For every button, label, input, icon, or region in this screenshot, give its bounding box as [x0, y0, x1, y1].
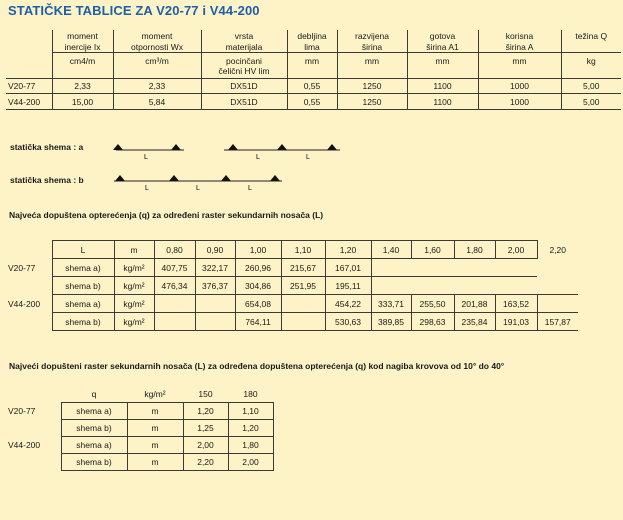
raster-table	[6, 386, 274, 471]
unit-cell: mm	[287, 53, 337, 79]
header-cell: inercije Ix	[52, 41, 113, 53]
value-cell: DX51D	[201, 79, 287, 94]
specs-header-row-2	[6, 41, 621, 53]
value-cell: 1250	[337, 94, 407, 110]
header-cell: 180	[228, 386, 273, 403]
value-cell: 1,80	[228, 437, 273, 454]
header-cell: širina A1	[407, 41, 478, 53]
value-cell: 163,52	[495, 295, 537, 313]
value-cell: 407,75	[154, 259, 195, 277]
value-cell	[537, 277, 578, 295]
header-cell: 1,00	[235, 241, 281, 259]
section-2-heading: Najveća dopuštena opterećenja (q) za određeni raster sekundarnih nosača (L)	[9, 210, 324, 220]
value-cell	[195, 295, 235, 313]
unit-cell: kg/m²	[114, 259, 154, 277]
load-row	[6, 277, 578, 295]
value-cell: 1100	[407, 94, 478, 110]
section-3-heading: Najveći dopušteni raster sekundarnih nosača (L) za određena dopuštena opterećenja (q) kod nagiba krovova od 10° do 40°	[9, 361, 505, 371]
specs-row	[6, 79, 621, 94]
support-icon	[115, 175, 125, 181]
value-cell	[411, 259, 454, 277]
support-icon	[228, 144, 238, 150]
value-cell	[371, 277, 411, 295]
value-cell: 255,50	[411, 295, 454, 313]
unit-cell: m	[127, 403, 183, 420]
support-icon	[277, 144, 287, 150]
page-title: STATIČKE TABLICE ZA V20-77 i V44-200	[8, 3, 260, 18]
header-cell: kg/m²	[127, 386, 183, 403]
value-cell	[454, 259, 495, 277]
value-cell: 1,25	[183, 420, 228, 437]
header-cell: 0,80	[154, 241, 195, 259]
value-cell: 1100	[407, 79, 478, 94]
load-header-row	[6, 241, 578, 259]
value-cell: 195,11	[325, 277, 371, 295]
span-label: L	[256, 154, 260, 161]
header-cell: vrsta	[201, 30, 287, 41]
unit-cell: pocinčani čelični HV lim	[201, 53, 287, 79]
header-cell: 1,40	[371, 241, 411, 259]
value-cell: 260,96	[235, 259, 281, 277]
value-cell: 5,00	[561, 94, 621, 110]
header-cell: L	[52, 241, 114, 259]
value-cell: 298,63	[411, 313, 454, 331]
product-label: V44-200	[8, 298, 41, 309]
value-cell: 0,55	[287, 94, 337, 110]
value-cell	[195, 313, 235, 331]
header-cell: q	[61, 386, 127, 403]
value-cell	[154, 295, 195, 313]
specs-table	[6, 30, 621, 110]
row-label: V44-200	[6, 94, 52, 110]
value-cell: 454,22	[325, 295, 371, 313]
scheme-cell: shema b)	[61, 454, 127, 471]
span-label: L	[196, 185, 200, 192]
value-cell: 15,00	[52, 94, 113, 110]
value-cell	[411, 277, 454, 295]
scheme-a-label: statička shema : a	[10, 142, 84, 152]
support-icon	[221, 175, 231, 181]
row-label: V20-77	[6, 79, 52, 94]
value-cell: DX51D	[201, 94, 287, 110]
header-cell: korisna	[478, 30, 561, 41]
load-row	[6, 259, 578, 277]
value-cell: 2,33	[113, 79, 201, 94]
support-icon	[171, 144, 181, 150]
value-cell: 2,00	[228, 454, 273, 471]
product-label: V20-77	[8, 406, 36, 416]
value-cell: 376,37	[195, 277, 235, 295]
header-cell: 1,60	[411, 241, 454, 259]
value-cell: 2,33	[52, 79, 113, 94]
header-cell: 2,00	[495, 241, 537, 259]
product-label	[6, 277, 52, 295]
scheme-cell: shema b)	[52, 277, 114, 295]
unit-cell: kg/m²	[114, 277, 154, 295]
value-cell: 322,17	[195, 259, 235, 277]
header-cell: 1,80	[454, 241, 495, 259]
value-cell	[154, 313, 195, 331]
value-cell: 1,20	[183, 403, 228, 420]
value-cell: 476,34	[154, 277, 195, 295]
load-table	[6, 240, 578, 331]
value-cell	[371, 259, 411, 277]
span-label: L	[144, 154, 148, 161]
value-cell: 304,86	[235, 277, 281, 295]
header-cell: moment	[52, 30, 113, 41]
specs-units-row	[6, 53, 621, 79]
scheme-b-diagram	[112, 173, 292, 195]
scheme-cell: shema a)	[61, 437, 127, 454]
value-cell: 5,84	[113, 94, 201, 110]
raster-row	[6, 454, 273, 471]
unit-cell: kg/m²	[114, 295, 154, 313]
unit-cell: mm	[407, 53, 478, 79]
unit-cell: cm4/m	[52, 53, 113, 79]
value-cell: 201,88	[454, 295, 495, 313]
header-cell: m	[114, 241, 154, 259]
value-cell	[454, 277, 495, 295]
support-icon	[113, 144, 123, 150]
value-cell: 157,87	[537, 313, 578, 331]
scheme-cell: shema b)	[52, 313, 114, 331]
value-cell: 2,00	[183, 437, 228, 454]
product-label	[6, 313, 52, 331]
value-cell: 1,20	[228, 420, 273, 437]
span-label: L	[306, 154, 310, 161]
raster-row	[6, 403, 273, 420]
scheme-cell: shema b)	[61, 420, 127, 437]
value-cell: 235,84	[454, 313, 495, 331]
scheme-cell: shema a)	[52, 295, 114, 313]
header-cell: 0,90	[195, 241, 235, 259]
header-cell: 2,20	[549, 244, 567, 255]
value-cell: 1250	[337, 79, 407, 94]
specs-header-row-1	[6, 30, 621, 41]
header-cell: moment	[113, 30, 201, 41]
unit-cell: m	[127, 437, 183, 454]
load-row	[6, 295, 578, 313]
value-cell: 167,01	[325, 259, 371, 277]
unit-cell: m	[127, 420, 183, 437]
header-cell: otpornosti Wx	[113, 41, 201, 53]
specs-row	[6, 94, 621, 110]
value-cell: 2,20	[183, 454, 228, 471]
scheme-a-diagram	[112, 142, 352, 164]
support-icon	[270, 175, 280, 181]
header-cell: lima	[287, 41, 337, 53]
value-cell: 5,00	[561, 79, 621, 94]
unit-cell: mm	[478, 53, 561, 79]
support-icon	[169, 175, 179, 181]
scheme-cell: shema a)	[61, 403, 127, 420]
value-cell	[281, 313, 325, 331]
value-cell: 191,03	[495, 313, 537, 331]
product-label	[6, 454, 61, 471]
value-cell: 530,63	[325, 313, 371, 331]
support-icon	[327, 144, 337, 150]
value-cell: 1000	[478, 94, 561, 110]
unit-cell: mm	[337, 53, 407, 79]
header-cell: gotova	[407, 30, 478, 41]
value-cell: 0,55	[287, 79, 337, 94]
raster-header-row	[6, 386, 273, 403]
unit-cell: cm³/m	[113, 53, 201, 79]
scheme-b-label: statička shema : b	[10, 175, 84, 185]
value-cell	[537, 259, 578, 277]
product-label: V44-200	[8, 440, 41, 450]
value-cell	[537, 295, 578, 313]
span-label: L	[248, 185, 252, 192]
header-cell: debljina	[287, 30, 337, 41]
value-cell: 654,08	[235, 295, 281, 313]
value-cell: 764,11	[235, 313, 281, 331]
header-cell: širina A	[478, 41, 561, 53]
raster-row	[6, 437, 273, 454]
unit-cell: kg/m²	[114, 313, 154, 331]
product-label: V20-77	[8, 262, 36, 273]
header-cell: 1,20	[325, 241, 371, 259]
unit-cell: kg	[561, 53, 621, 79]
product-label	[6, 420, 61, 437]
header-cell	[561, 41, 621, 53]
span-label: L	[145, 185, 149, 192]
value-cell: 1,10	[228, 403, 273, 420]
header-cell: 150	[183, 386, 228, 403]
value-cell	[281, 295, 325, 313]
value-cell: 333,71	[371, 295, 411, 313]
load-row	[6, 313, 578, 331]
header-cell: materijala	[201, 41, 287, 53]
raster-row	[6, 420, 273, 437]
value-cell: 251,95	[281, 277, 325, 295]
value-cell: 1000	[478, 79, 561, 94]
unit-cell: m	[127, 454, 183, 471]
value-cell: 389,85	[371, 313, 411, 331]
scheme-cell: shema a)	[52, 259, 114, 277]
value-cell: 215,67	[281, 259, 325, 277]
header-cell: razvijena	[337, 30, 407, 41]
header-cell: težina Q	[561, 30, 621, 41]
value-cell	[495, 259, 537, 277]
header-cell: širina	[337, 41, 407, 53]
header-cell: 1,10	[281, 241, 325, 259]
value-cell	[495, 277, 537, 295]
